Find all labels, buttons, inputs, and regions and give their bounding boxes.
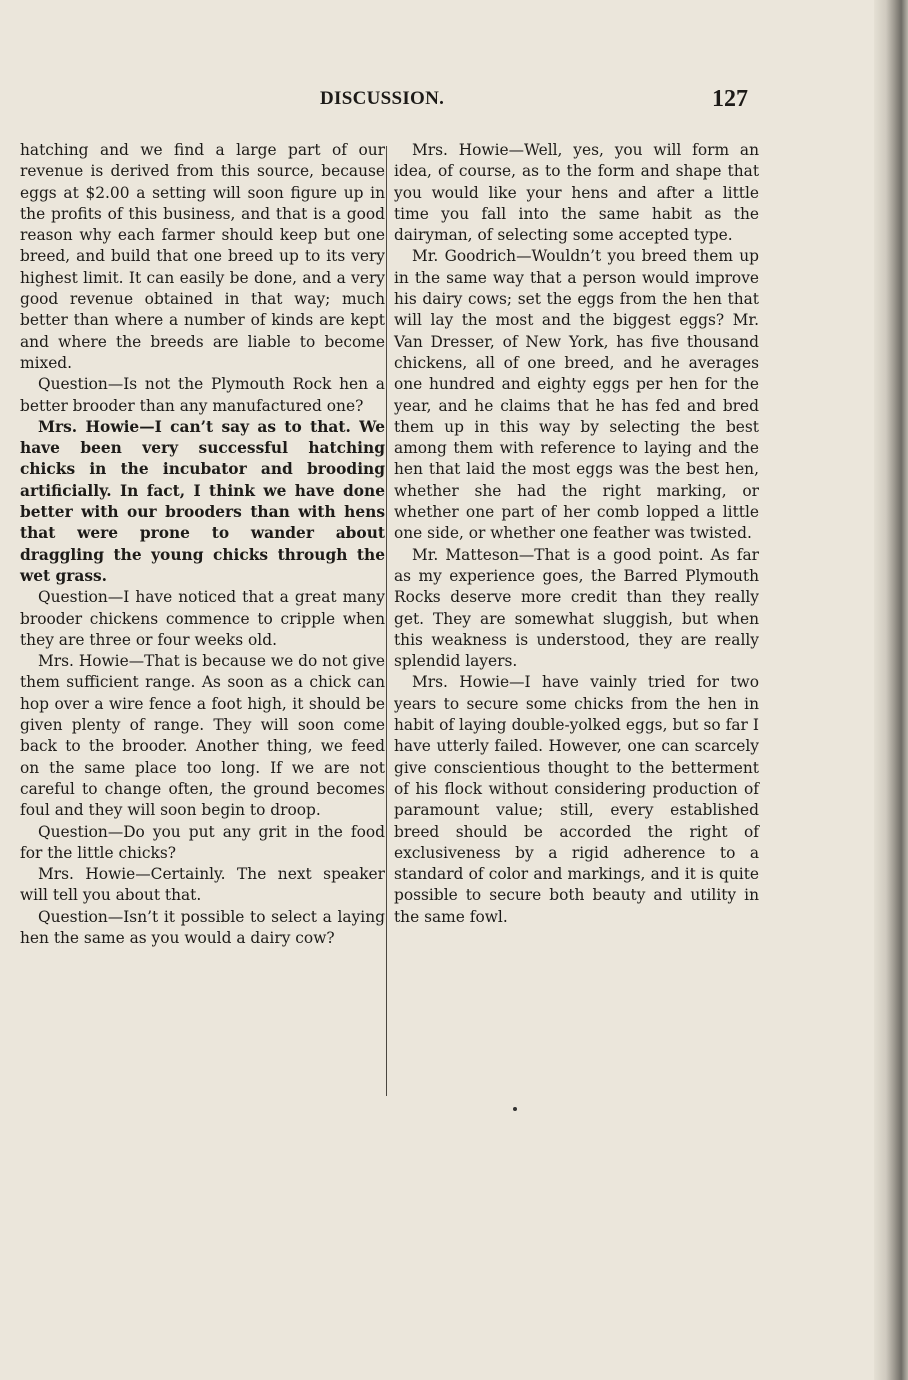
paragraph: Mrs. Howie—Certainly. The next speaker will tell you about that.	[20, 865, 385, 905]
left-column	[20, 140, 385, 949]
paragraph: Mrs. Howie—I can’t say as to that. We have been very successful hatching chicks in the incubator and brooding artificially. In fact, I think we have done better with our brooders than with hens that were prone to wander about draggling the young chicks through the wet grass.	[20, 417, 385, 585]
paragraph: Question—Do you put any grit in the food for the little chicks?	[20, 822, 385, 862]
column-divider	[386, 146, 387, 1096]
paragraph: Mr. Goodrich—Wouldn’t you breed them up in the same way that a person would improve his dairy cows; set the eggs from the hen that will lay the most and the biggest eggs? Mr. Van Dresser, of New York, has five thousand chickens, all of one breed, and he averages one hundred and eighty eggs per hen for the year, and he claims that he has fed and bred them up in this way by selecting the best among them with reference to laying and the hen that laid the most eggs was the best hen, whether she had the right marking, or whether one part of her comb lopped a little one side, or whether one feather was twisted.	[394, 247, 759, 543]
ink-speck	[513, 1107, 517, 1111]
paragraph: Question—Is not the Plymouth Rock hen a better brooder than any manufactured one?	[20, 375, 385, 415]
paragraph: Mrs. Howie—Well, yes, you will form an idea, of course, as to the form and shape that you would like your hens and after a little time you fall into the same habit as the dairyman, of selecting some accepted type.	[394, 141, 759, 245]
running-head: DISCUSSION.	[320, 88, 445, 109]
page-number: 127	[712, 86, 748, 112]
page-header	[0, 86, 908, 116]
paragraph: Question—Isn’t it possible to select a laying hen the same as you would a dairy cow?	[20, 907, 385, 947]
paragraph: Mrs. Howie—I have vainly tried for two years to secure some chicks from the hen in habit of laying double-yolked eggs, but so far I have utterly failed. However, one can scarcely give conscientious thought to the betterment of his flock without considering production of paramount value; still, every established breed should be accorded the right of exclusiveness by a rigid adherence to a standard of color and markings, and it is quite possible to secure both beauty and utility in the same fowl.	[394, 673, 759, 926]
paragraph: hatching and we find a large part of our revenue is derived from this source, because eggs at $2.00 a setting will soon figure up in the profits of this business, and that is a good reason why each farmer should keep but one breed, and build that one breed up to its very highest limit. It can easily be done, and a very good revenue obtained in that way; much better than where a number of kinds are kept and where the breeds are liable to become mixed.	[20, 141, 385, 372]
paragraph: Question—I have noticed that a great many brooder chickens commence to cripple when they are three or four weeks old.	[20, 588, 385, 649]
paragraph: Mrs. Howie—That is because we do not give them sufficient range. As soon as a chick can hop over a wire fence a foot high, it should be given plenty of range. They will soon come back to the brooder. Another thing, we feed on the same place too long. If we are not careful to change often, the ground becomes foul and they will soon begin to droop.	[20, 652, 385, 820]
page-edge-shadow	[874, 0, 908, 1380]
paragraph: Mr. Matteson—That is a good point. As far as my experience goes, the Barred Plymouth Rocks deserve more credit than they really get. They are somewhat sluggish, but when this weakness is understood, they are really splendid layers.	[394, 545, 759, 671]
right-column	[394, 140, 759, 928]
